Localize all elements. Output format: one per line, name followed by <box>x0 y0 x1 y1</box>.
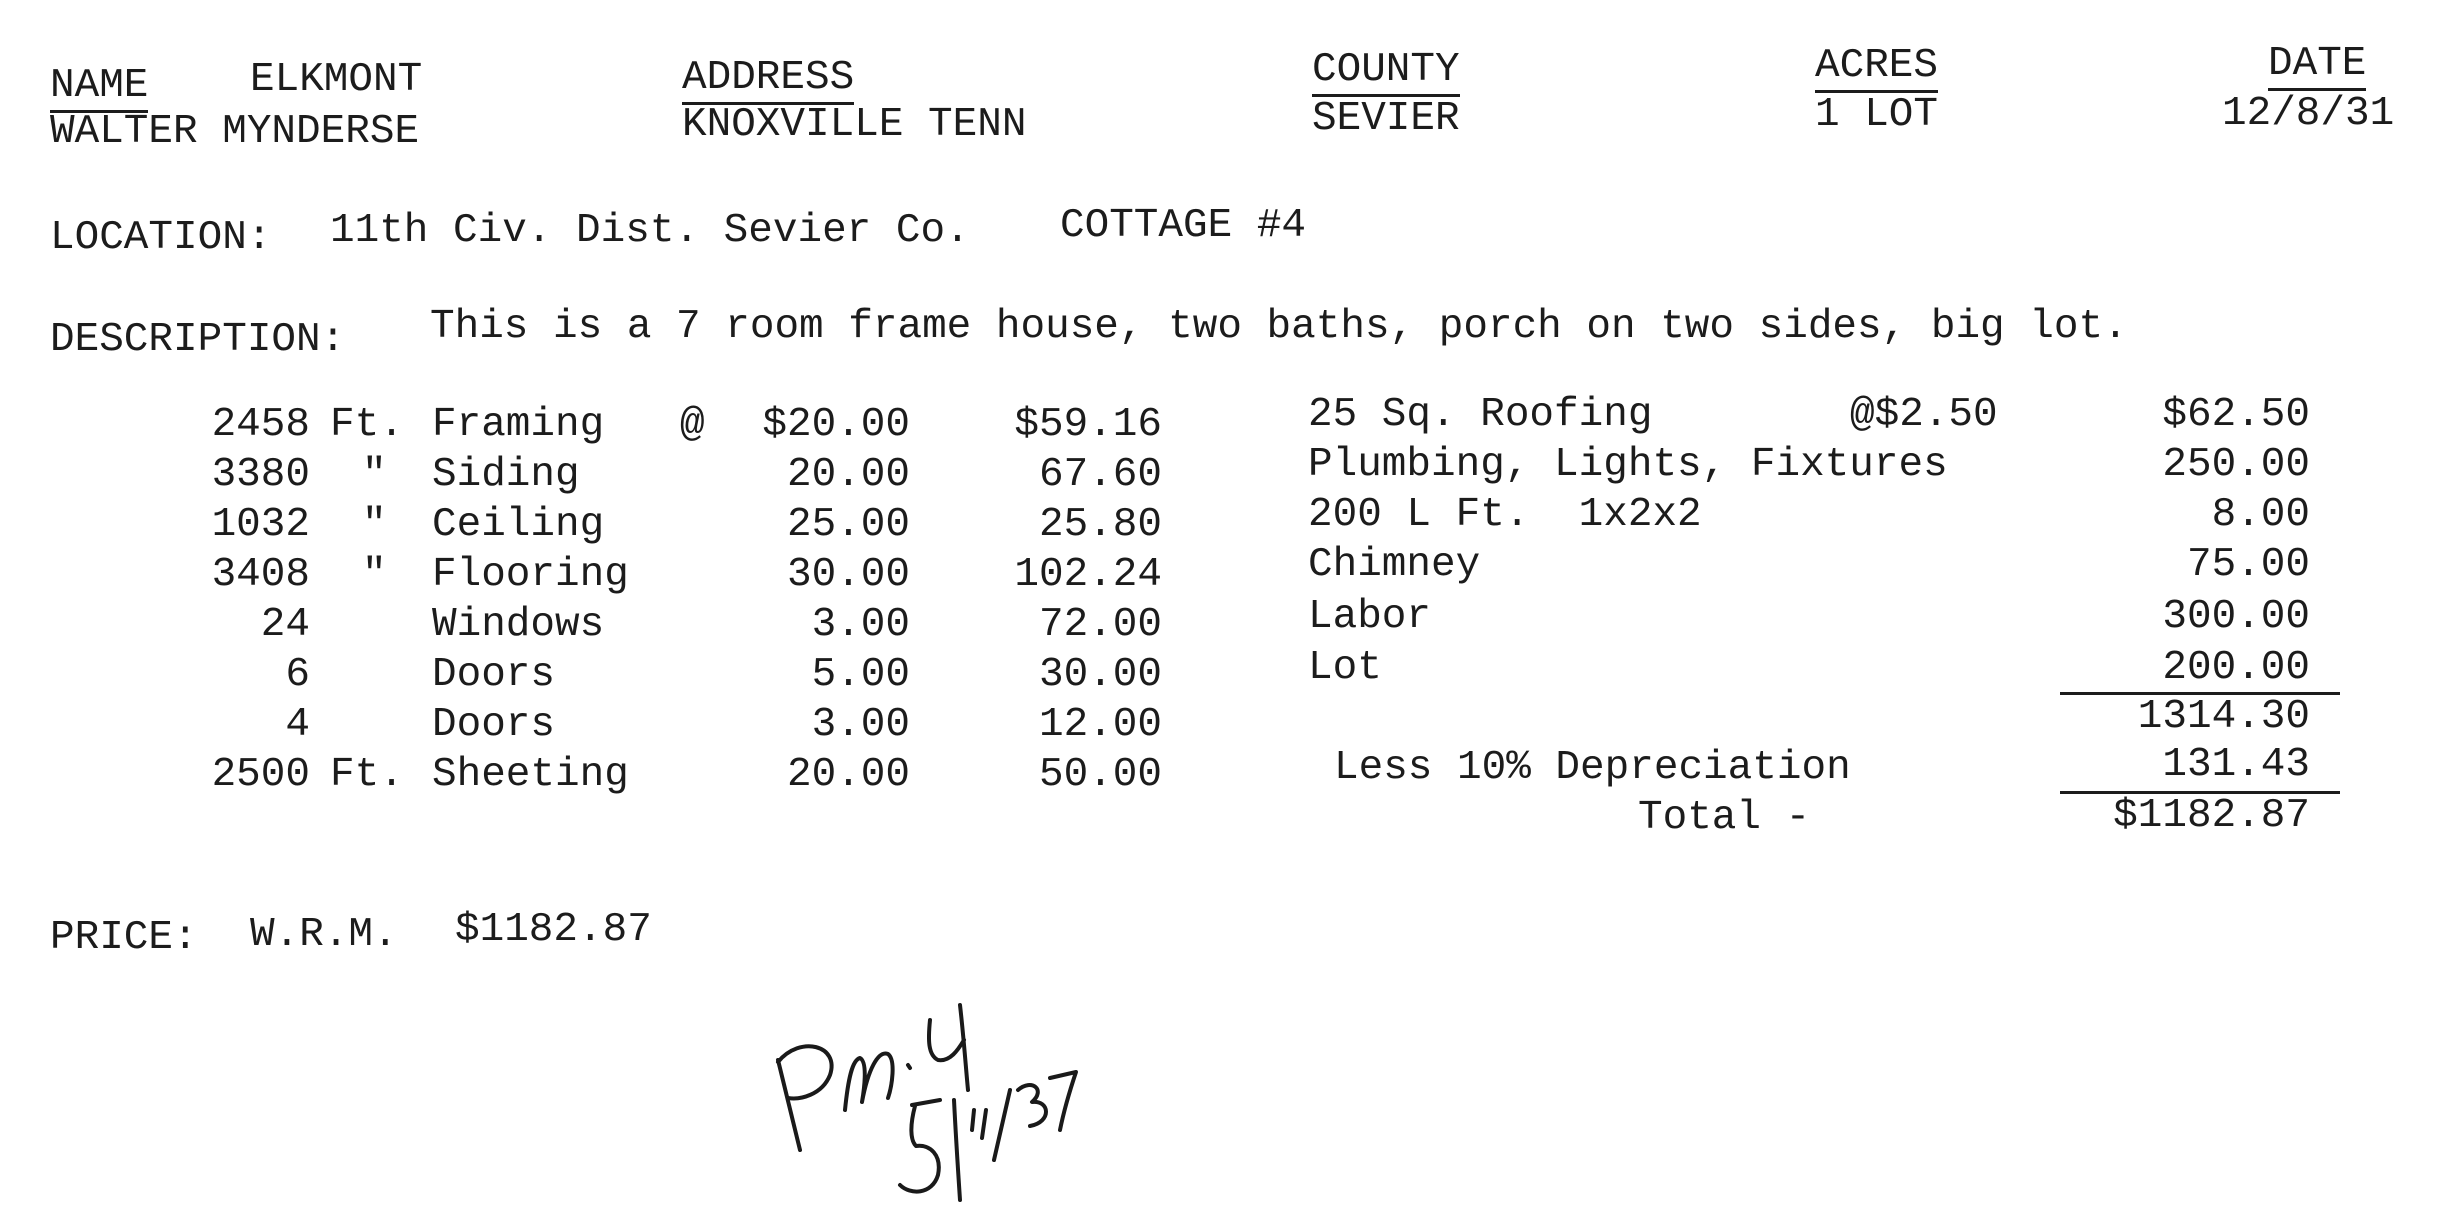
at-cell: @ <box>680 402 705 448</box>
cost-rate: @$2.50 <box>1850 392 1998 438</box>
price-initials: W.R.M. <box>250 912 398 958</box>
cost-item: Plumbing, Lights, Fixtures <box>1308 442 1948 488</box>
unit-cell: " <box>362 502 387 548</box>
date-value: 12/8/31 <box>2222 91 2395 137</box>
cost-item: Lot <box>1308 645 1382 691</box>
materials-row <box>0 752 1200 800</box>
cost-row <box>0 442 2437 490</box>
rate-cell: 20.00 <box>786 752 910 798</box>
county-label: COUNTY <box>1312 50 1460 97</box>
cost-amount: 300.00 <box>2162 594 2310 640</box>
unit-cell: Ft. <box>330 402 404 448</box>
name-label: NAME <box>50 66 148 113</box>
rate-cell: $20.00 <box>762 402 910 448</box>
address-label: ADDRESS <box>682 58 854 105</box>
location-label: LOCATION: <box>50 215 272 261</box>
address-value: KNOXVILLE TENN <box>682 102 1027 148</box>
item-cell: Framing <box>432 402 605 448</box>
qty-cell: 2500 <box>211 752 310 798</box>
cottage-number: COTTAGE #4 <box>1060 203 1307 249</box>
price-value: $1182.87 <box>455 907 652 953</box>
cost-row <box>0 645 2437 693</box>
cost-item: Chimney <box>1308 542 1481 588</box>
unit-cell: Ft. <box>330 752 404 798</box>
qty-cell: 6 <box>285 652 310 698</box>
qty-cell: 3380 <box>211 452 310 498</box>
acres-label: ACRES <box>1815 46 1938 93</box>
cost-row <box>0 542 2437 590</box>
item-cell: Sheeting <box>432 752 629 798</box>
depreciation-value: 131.43 <box>2162 742 2310 788</box>
total-value: $1182.87 <box>2113 793 2310 839</box>
handwritten-note <box>760 950 1260 1220</box>
qty-cell: 24 <box>260 602 310 648</box>
item-cell: Ceiling <box>432 502 605 548</box>
cost-amount: 200.00 <box>2162 645 2310 691</box>
cost-amount: 75.00 <box>2186 542 2310 588</box>
amount-cell: 25.80 <box>1038 502 1162 548</box>
unit-cell: " <box>362 552 387 598</box>
cost-amount: $62.50 <box>2162 392 2310 438</box>
qty-cell: 3408 <box>211 552 310 598</box>
rate-cell: 3.00 <box>811 602 910 648</box>
total-label: Total - <box>1638 795 1811 841</box>
description-label: DESCRIPTION: <box>50 317 346 363</box>
rate-cell: 20.00 <box>786 452 910 498</box>
cost-amount: 8.00 <box>2211 492 2310 538</box>
location-value: 11th Civ. Dist. Sevier Co. <box>330 208 970 254</box>
amount-cell: 72.00 <box>1038 602 1162 648</box>
qty-cell: 4 <box>285 702 310 748</box>
date-label: DATE <box>2268 44 2366 91</box>
amount-cell: 50.00 <box>1038 752 1162 798</box>
amount-cell: 102.24 <box>1014 552 1162 598</box>
acres-value: 1 LOT <box>1815 92 1939 138</box>
cost-row <box>0 392 2437 440</box>
rate-cell: 25.00 <box>786 502 910 548</box>
item-cell: Flooring <box>432 552 629 598</box>
item-cell: Windows <box>432 602 605 648</box>
qty-cell: 2458 <box>211 402 310 448</box>
price-label: PRICE: <box>50 915 198 961</box>
rate-cell: 5.00 <box>811 652 910 698</box>
amount-cell: 67.60 <box>1038 452 1162 498</box>
county-value: SEVIER <box>1312 96 1460 142</box>
owner-name: WALTER MYNDERSE <box>50 109 420 155</box>
description-value: This is a 7 room frame house, two baths, porch on two sides, big lot. <box>430 304 2128 350</box>
rate-cell: 30.00 <box>786 552 910 598</box>
place-name: ELKMONT <box>250 57 423 103</box>
item-cell: Siding <box>432 452 580 498</box>
rate-cell: 3.00 <box>811 702 910 748</box>
cost-item: 25 Sq. Roofing <box>1308 392 1653 438</box>
amount-cell: 30.00 <box>1038 652 1162 698</box>
qty-cell: 1032 <box>211 502 310 548</box>
amount-cell: $59.16 <box>1014 402 1162 448</box>
subtotal-value: 1314.30 <box>2137 694 2310 740</box>
depreciation-label: Less 10% Depreciation <box>1334 745 1851 791</box>
cost-item: 200 L Ft. 1x2x2 <box>1308 492 1702 538</box>
amount-cell: 12.00 <box>1038 702 1162 748</box>
cost-item: Labor <box>1308 594 1432 640</box>
cost-row <box>0 492 2437 540</box>
unit-cell: " <box>362 452 387 498</box>
cost-amount: 250.00 <box>2162 442 2310 488</box>
item-cell: Doors <box>432 702 556 748</box>
materials-row <box>0 702 1200 750</box>
cost-row <box>0 594 2437 642</box>
item-cell: Doors <box>432 652 556 698</box>
